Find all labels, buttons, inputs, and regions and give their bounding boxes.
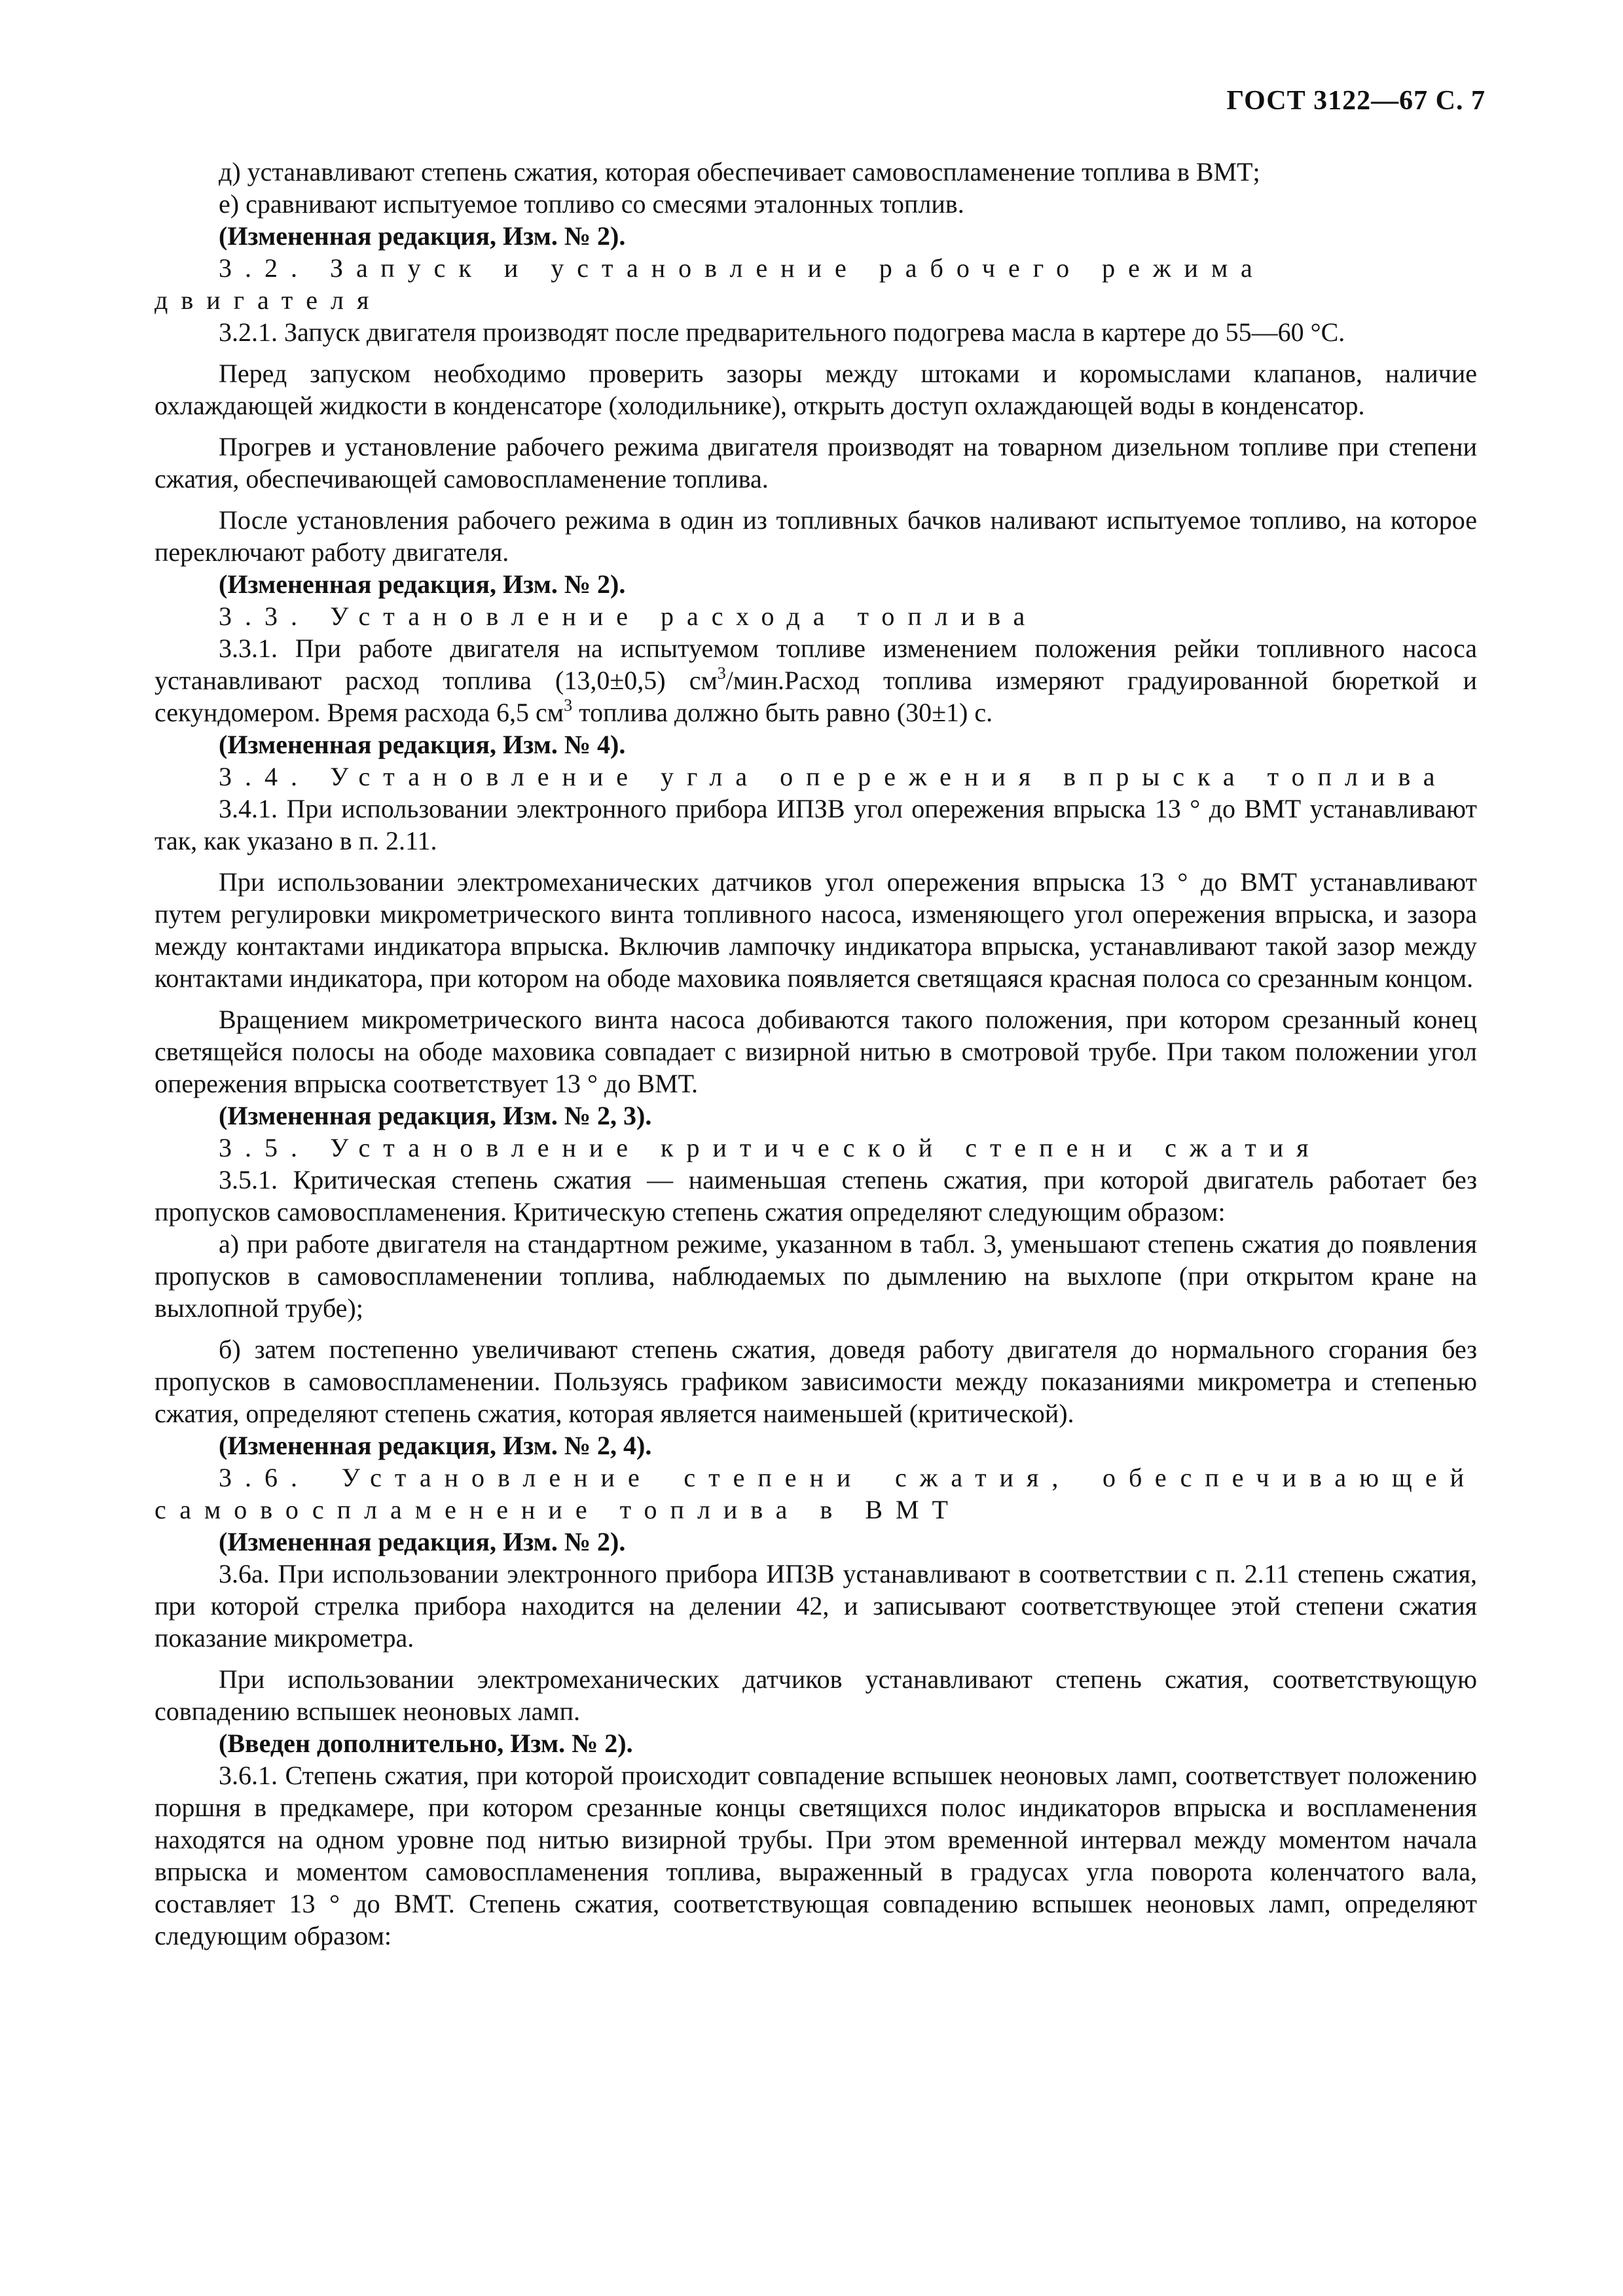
paragraph-item-d: д) устанавливают степень сжатия, которая обеспечивает самовоспламенение топлива в ВМТ; (219, 157, 1260, 187)
amendment-note: (Измененная редакция, Изм. № 2). (219, 1527, 626, 1556)
section-heading-3-5: 3.5. Установление критической степени сжатия (219, 1133, 1322, 1162)
paragraph-item-a: а) при работе двигателя на стандартном режиме, указанном в табл. 3, уменьшают степень сжатия до появления пропусков в самовоспламенении топлива, наблюдаемых по дымлению на выхлопе (при открытом кране на выхлопной трубе); (155, 1229, 1477, 1323)
paragraph-pre-start-check: Перед запуском необходимо проверить зазоры между штоками и коромыслами клапанов, наличие охлаждающей жидкости в конденсаторе (холодильнике), открыть доступ охлаждающей воды в конденсатор. (155, 359, 1477, 420)
text-run: топлива должно быть равно (30±1) с. (572, 698, 993, 727)
superscript: 3 (717, 664, 726, 683)
section-heading-3-6: 3.6. Установление степени сжатия, обеспечивающей самовоспламенение топлива в ВМТ (155, 1463, 1477, 1524)
paragraph-electromechanical-sensors-2: При использовании электромеханических датчиков устанавливают степень сжатия, соответствующую совпадению вспышек неоновых ламп. (155, 1664, 1477, 1726)
amendment-note: (Измененная редакция, Изм. № 2, 3). (219, 1101, 652, 1130)
paragraph-warmup: Прогрев и установление рабочего режима двигателя производят на товарном дизельном топливе при степени сжатия, обеспечивающей самовоспламенение топлива. (155, 432, 1477, 493)
section-heading-3-2: 3.2. Запуск и установление рабочего режима двигателя (155, 253, 1266, 315)
paragraph-3-6a: 3.6а. При использовании электронного прибора ИПЗВ устанавливают в соответствии с п. 2.11 степень сжатия, при которой стрелка прибора находится на делении 42, и записывают соответствующее этой степени сжатия показание микрометра. (155, 1559, 1477, 1653)
superscript: 3 (564, 696, 573, 715)
text-run: /мин.Расход топлива измеряют градуированной бюреткой и секундомером. Время расхода 6,5 см (155, 666, 1478, 727)
paragraph-3-3-1 (155, 632, 1477, 728)
paragraph-3-5-1: 3.5.1. Критическая степень сжатия — наименьшая степень сжатия, при которой двигатель работает без пропусков самовоспламенения. Критическую степень сжатия определяют следующим образом: (155, 1165, 1477, 1227)
amendment-note: (Измененная редакция, Изм. № 2). (219, 569, 626, 599)
paragraph-item-b: б) затем постепенно увеличивают степень сжатия, доведя работу двигателя до нормального сгорания без пропусков в самовоспламенении. Пользуясь графиком зависимости между показаниями микрометра и степенью сжатия, определяют степень сжатия, которая является наименьшей (критической). (155, 1335, 1477, 1428)
section-heading-3-3: 3.3. Установление расхода топлива (219, 601, 1038, 631)
amendment-note: (Измененная редакция, Изм. № 4). (219, 730, 626, 759)
paragraph-3-4-1: 3.4.1. При использовании электронного прибора ИПЗВ угол опережения впрыска 13 ° до ВМТ устанавливают так, как указано в п. 2.11. (155, 794, 1477, 855)
amendment-note: (Измененная редакция, Изм. № 2). (219, 221, 626, 251)
paragraph-after-mode: После установления рабочего режима в один из топливных бачков наливают испытуемое топливо, на которое переключают работу двигателя. (155, 505, 1477, 567)
amendment-note: (Измененная редакция, Изм. № 2, 4). (219, 1431, 652, 1460)
amendment-note: (Введен дополнительно, Изм. № 2). (219, 1729, 633, 1758)
paragraph-micrometer-screw: Вращением микрометрического винта насоса добиваются такого положения, при котором срезанный конец светящейся полосы на ободе маховика совпадает с визирной нитью в смотровой трубе. При таком положении угол опережения впрыска соответствует 13 ° до ВМТ. (155, 1005, 1477, 1098)
paragraph-item-e: е) сравнивают испытуемое топливо со смесями эталонных топлив. (219, 189, 964, 219)
page-header: ГОСТ 3122—67 С. 7 (1226, 86, 1486, 116)
paragraph-3-6-1: 3.6.1. Степень сжатия, при которой происходит совпадение вспышек неоновых ламп, соответствует положению поршня в предкамере, при котором срезанные концы светящихся полос индикаторов впрыска и воспламенения находятся на одном уровне под нитью визирной трубы. При этом временной интервал между моментом начала впрыска и моментом самовоспламенения топлива, выраженный в градусах угла поворота коленчатого вала, составляет 13 ° до ВМТ. Степень сжатия, соответствующая совпадению вспышек неоновых ламп, определяют следующим образом: (155, 1761, 1477, 1950)
paragraph-3-2-1: 3.2.1. Запуск двигателя производят после предварительного подогрева масла в картере до 55—60 °С. (219, 317, 1345, 347)
text-run: 3.3.1. При работе двигателя на испытуемом топливе изменением положения рейки топливного насоса устанавливают расход топлива (13,0±0,5) см (155, 634, 1477, 695)
paragraph-electromechanical-sensors: При использовании электромеханических датчиков угол опережения впрыска 13 ° до ВМТ устанавливают путем регулировки микрометрического винта топливного насоса, изменяющего угол опережения впрыска, и зазора между контактами индикатора впрыска. Включив лампочку индикатора впрыска, устанавливают такой зазор между контактами индикатора, при котором на ободе маховика появляется светящаяся красная полоса со срезанным концом. (155, 867, 1477, 993)
document-body (155, 156, 1477, 1952)
section-heading-3-4: 3.4. Установление угла опережения впрыска топлива (219, 762, 1448, 791)
